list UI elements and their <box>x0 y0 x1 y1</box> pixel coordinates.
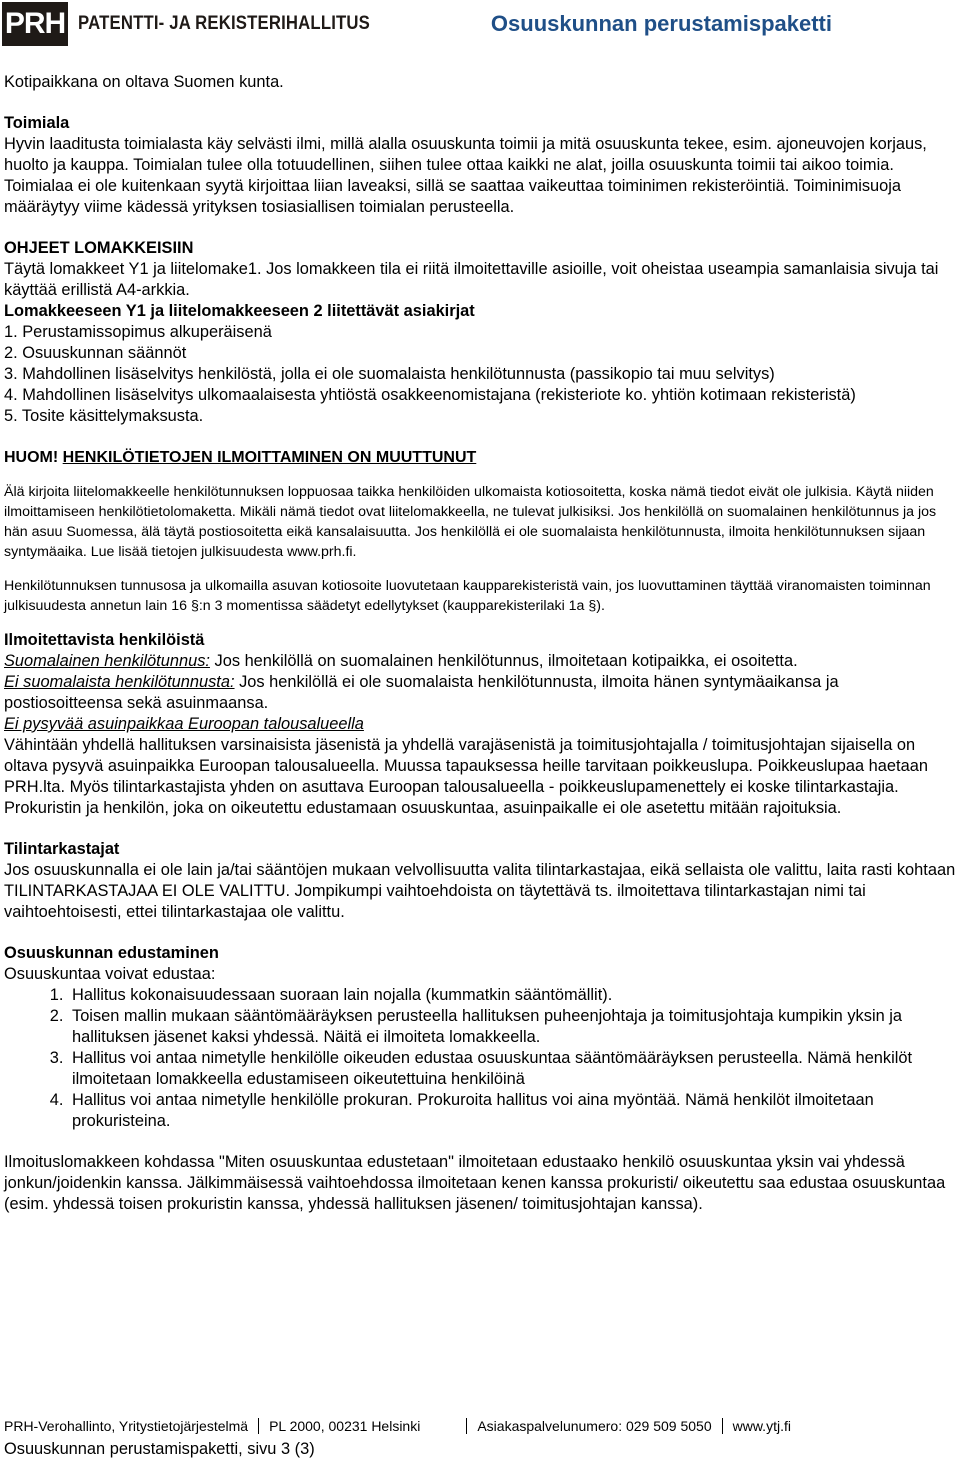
attachment-item: 1. Perustamissopimus alkuperäisenä <box>4 323 272 341</box>
prh-logo <box>2 2 410 46</box>
fi-id-body: Jos henkilöllä on suomalainen henkilötunnus, ilmoitetaan kotipaikka, ei osoitetta. <box>209 652 798 670</box>
huom-heading <box>4 447 956 468</box>
document-body <box>4 72 956 1215</box>
footer-phone: Asiakaspalvelunumero: 029 509 5050 <box>477 1418 712 1434</box>
page-footer <box>4 1418 956 1434</box>
footer-divider <box>258 1418 259 1434</box>
list-item: 3. Hallitus voi antaa nimetylle henkilölle oikeuden edustaa osuuskuntaa sääntömääräyksen perusteella. Nämä henkilöt ilmoitetaan lomakkeella edustamiseen oikeutettuina henkilöinä <box>68 1048 956 1090</box>
edustaminen-heading: Osuuskunnan edustaminen <box>4 944 219 962</box>
fi-id-text <box>4 651 956 672</box>
eea-text: Vähintään yhdellä hallituksen varsinaisista jäsenistä ja yhdellä varajäsenistä ja toimitusjohtajalla / toimitusjohtajan sijaisella on oltava pysyvä asuinpaikka Euroopan talousalueella. Muussa tapauksessa heille tarvitaan poikkeuslupa. Poikkeuslupaa haetaan PRH.lta. Myös tilintarkastajista yhden on asuttava Euroopan talousalueella - poikkeuslupamenettely ei koske tilintarkastajia. Prokuristin ja henkilön, joka on oikeutettu edustamaan osuuskuntaa, asuinpaikalle ei ole asetettu mitään rajoituksia. <box>4 736 928 817</box>
page-title: Osuuskunnan perustamispaketti <box>490 11 832 36</box>
ohjeet-heading: OHJEET LOMAKKEISIIN <box>4 239 194 257</box>
toimiala-text: Hyvin laaditusta toimialasta käy selvästi ilmi, millä alalla osuuskunta toimii ja mitä osuuskunta tekee, esim. ajoneuvojen korjaus, huolto ja kauppa. Toimialan tulee olla totuudellinen, siihen tulee ottaa kaikki ne alat, joilla osuuskunta toimii tai aikoo toimia. Toimialaa ei ole kuitenkaan syytä kirjoittaa liian laveaksi, sillä se saattaa vaikeuttaa toiminimen rekisteröintiä. Toiminimisuoja määräytyy viime kädessä yrityksen tosiasiallisen toimialan perusteella. <box>4 135 927 216</box>
representation-list <box>4 985 956 1132</box>
footer-org: PRH-Verohallinto, Yritystietojärjestelmä <box>4 1418 249 1434</box>
nonfi-id-body: Jos henkilöllä ei ole suomalaista henkilötunnusta, ilmoita hänen syntymäaikansa ja postiosoitteensa sekä asuinmaansa. <box>4 673 839 712</box>
footer-divider <box>466 1418 467 1434</box>
attachment-item: 5. Tosite käsittelymaksusta. <box>4 407 204 425</box>
huom-prefix: HUOM! <box>4 449 59 466</box>
huom-para-1: Älä kirjoita liitelomakkeelle henkilötunnuksen loppuosaa taikka henkilöiden ulkomaista kotiosoitetta, koska nämä tiedot eivät ole julkisia. Käytä niiden ilmoittamiseen henkilötietolomaketta. Mikäli nämä tiedot ovat liitelomakkeella, ne tulevat julkisiksi. Jos henkilöllä on suomalainen henkilötunnus ja jos hän asuu Suomessa, älä täytä postiosoitetta eikä kansalaisuutta. Jos henkilöllä ei ole suomalaista henkilötunnusta, ilmoita henkilötunnuksen sijaan syntymäaika. Lue lisää tietojen julkisuudesta www.prh.fi. <box>4 484 937 560</box>
huom-title: HENKILÖTIETOJEN ILMOITTAMINEN ON MUUTTUNUT <box>62 449 477 466</box>
eea-label: Ei pysyvää asuinpaikkaa Euroopan talousalueella <box>4 715 364 733</box>
tilintarkastajat-text: Jos osuuskunnalla ei ole lain ja/tai sääntöjen mukaan velvollisuutta valita tilintarkastajaa, eikä sellaista ole valittu, laita rasti kohtaan TILINTARKASTAJAA EI OLE VALITTU. Jompikumpi vaihtoehdoista on täytettävä ts. ilmoitettava tilintarkastajan nimi tai vaihtoehtoisesti, ettei tilintarkastajaa ole valittu. <box>4 861 956 921</box>
list-item: 2. Toisen mallin mukaan sääntömääräyksen perusteella hallituksen puheenjohtaja ja toimitusjohtaja kumpikin yksin ja hallituksen jäsenet kaksi yhdessä. Näitä ei ilmoiteta lomakkeella. <box>68 1006 956 1048</box>
tilintarkastajat-heading: Tilintarkastajat <box>4 840 120 858</box>
attachment-item: 4. Mahdollinen lisäselvitys ulkomaalaisesta yhtiöstä osakkeenomistajana (rekisteriote ko. yhtiön kotimaan rekisteristä) <box>4 386 856 404</box>
nonfi-id-text <box>4 672 956 714</box>
attachment-item: 3. Mahdollinen lisäselvitys henkilöstä, jolla ei ole suomalaista henkilötunnusta (passikopio tai muu selvitys) <box>4 365 775 383</box>
ilmoitettavista-heading: Ilmoitettavista henkilöistä <box>4 631 205 649</box>
logo-mark: PRH <box>2 2 68 46</box>
edustaminen-closing: Ilmoituslomakkeen kohdassa "Miten osuuskuntaa edustetaan" ilmoitetaan edustaako henkilö osuuskuntaa yksin vai yhdessä jonkun/joidenkin kanssa. Jälkimmäisessä vaihtoehdossa ilmoitetaan kenen kanssa prokuristi/ oikeutettu saa edustaa osuuskuntaa (esim. yhdessä toisen prokuristin kanssa, yhdessä hallituksen jäsenen/ toimitusjohtajan kanssa). <box>4 1153 946 1213</box>
fi-id-label: Suomalainen henkilötunnus: <box>4 652 210 670</box>
attachment-item: 2. Osuuskunnan säännöt <box>4 344 187 362</box>
list-item: 4. Hallitus voi antaa nimetylle henkilölle prokuran. Prokuroita hallitus voi aina myöntää. Nämä henkilöt ilmoitetaan prokuristeina. <box>68 1090 956 1132</box>
kotipaikka-text: Kotipaikkana on oltava Suomen kunta. <box>4 73 284 91</box>
toimiala-heading: Toimiala <box>4 114 70 132</box>
page-number: Osuuskunnan perustamispaketti, sivu 3 (3) <box>4 1440 315 1458</box>
footer-address: PL 2000, 00231 Helsinki <box>269 1418 421 1434</box>
huom-para-2: Henkilötunnuksen tunnusosa ja ulkomailla asuvan kotiosoite luovutetaan kaupparekisteristä vain, jos luovuttaminen täyttää viranomaisten toiminnan julkisuudesta annetun lain 16 §:n 3 momentissa säädetyt edellytykset (kaupparekisterilaki 1a §). <box>4 578 931 614</box>
footer-web-link[interactable]: www.ytj.fi <box>732 1418 791 1434</box>
page-header <box>0 0 960 52</box>
nonfi-id-label: Ei suomalaista henkilötunnusta: <box>4 673 235 691</box>
logo-text: PATENTTI- JA REKISTERIHALLITUS <box>78 13 370 34</box>
attachments-heading: Lomakkeeseen Y1 ja liitelomakkeeseen 2 liitettävät asiakirjat <box>4 302 475 320</box>
footer-divider <box>722 1418 723 1434</box>
ohjeet-text: Täytä lomakkeet Y1 ja liitelomake1. Jos lomakkeen tila ei riitä ilmoitettaville asioille, voit oheistaa useampia samanlaisia sivuja tai käyttää erillistä A4-arkkia. <box>4 260 939 299</box>
edustaminen-intro: Osuuskuntaa voivat edustaa: <box>4 965 216 983</box>
list-item: 1. Hallitus kokonaisuudessaan suoraan lain nojalla (kummatkin sääntömällit). <box>68 985 956 1006</box>
